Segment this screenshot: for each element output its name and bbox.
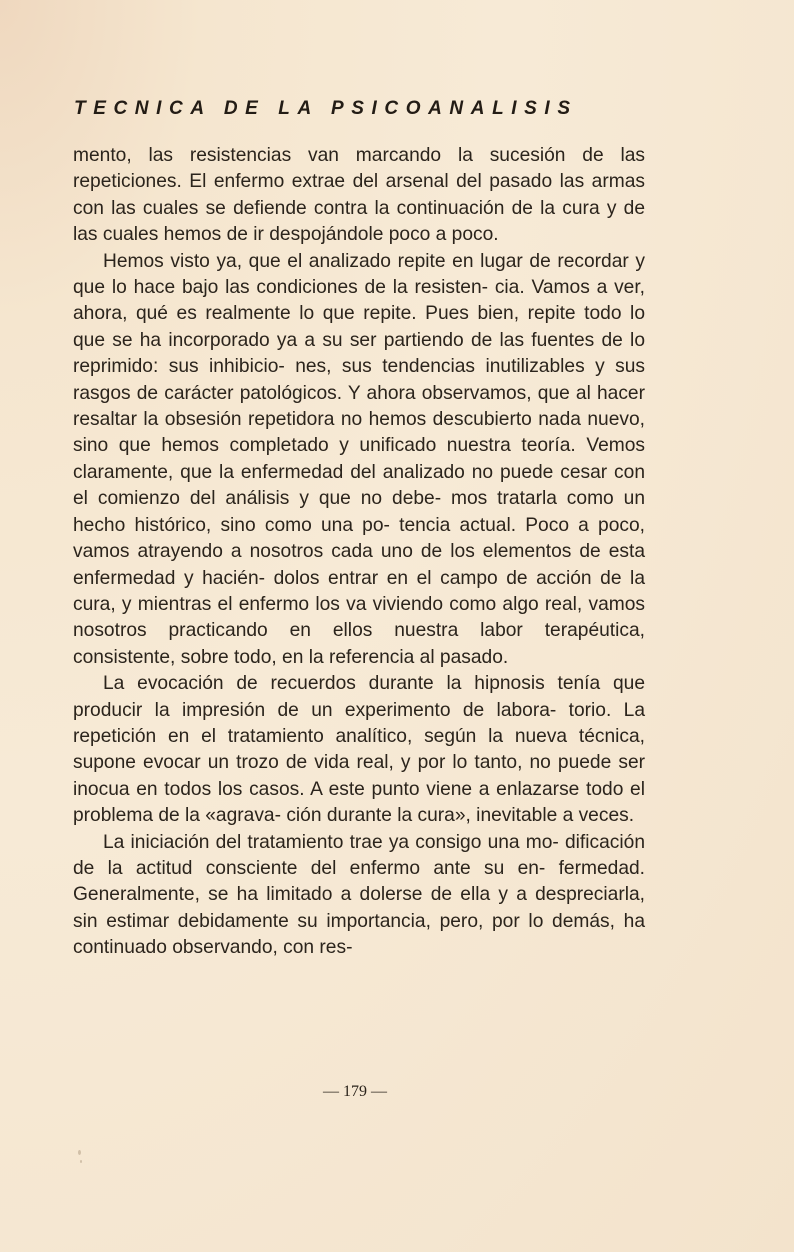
page-number: — 179 —	[323, 1083, 387, 1100]
paper-speck	[78, 1150, 81, 1155]
paragraph: mento, las resistencias van marcando la sucesión de las repeticiones. El enfermo extrae del arsenal del pasado las armas con las cuales se defiende contra la continuación de la cura y de las cuales hemos de ir despojándole poco a poco.	[73, 145, 645, 246]
paragraph: Hemos visto ya, que el analizado repite en lugar de recordar y que lo hace bajo las condiciones de la resisten- cia. Vamos a ver, ahora, qué es realmente lo que repite. Pues bien, repite todo lo que se ha incorporado ya a su ser partiendo de las fuentes de lo reprimido: sus inhibicio- nes, sus tendencias inutilizables y sus rasgos de carácter patológicos. Y ahora observamos, que al hacer resaltar la obsesión repetidora no hemos descubierto nada nuevo, sino que hemos completado y unificado nuestra teoría. Vemos claramente, que la enfermedad del analizado no puede cesar con el comienzo del análisis y que no debe- mos tratarla como un hecho histórico, sino como una po- tencia actual. Poco a poco, vamos atrayendo a nosotros cada uno de los elementos de esta enfermedad y hacién- dolos entrar en el campo de acción de la cura, y mientras el enfermo los va viviendo como algo real, vamos nosotros practicando en ellos nuestra labor terapéutica, consistente, sobre todo, en la referencia al pasado.	[73, 250, 645, 668]
paper-speck	[80, 1160, 82, 1163]
paragraph: La evocación de recuerdos durante la hipnosis tenía que producir la impresión de un experimento de labora- torio. La repetición en el tratamiento analítico, según la nueva técnica, supone evocar un trozo de vida real, y por lo tanto, no puede ser inocua en todos los casos. A este punto viene a enlazarse todo el problema de la «agrava- ción durante la cura», inevitable a veces.	[73, 673, 645, 827]
running-head: TECNICA DE LA PSICOANALISIS	[74, 98, 578, 119]
body-text	[73, 143, 645, 962]
paragraph: La iniciación del tratamiento trae ya consigo una mo- dificación de la actitud consciente del enfermo ante su en- fermedad. Generalmente, se ha limitado a dolerse de ella y a despreciarla, sin estimar debidamente su importancia, pero, por lo demás, ha continuado observando, con res-	[73, 831, 645, 959]
